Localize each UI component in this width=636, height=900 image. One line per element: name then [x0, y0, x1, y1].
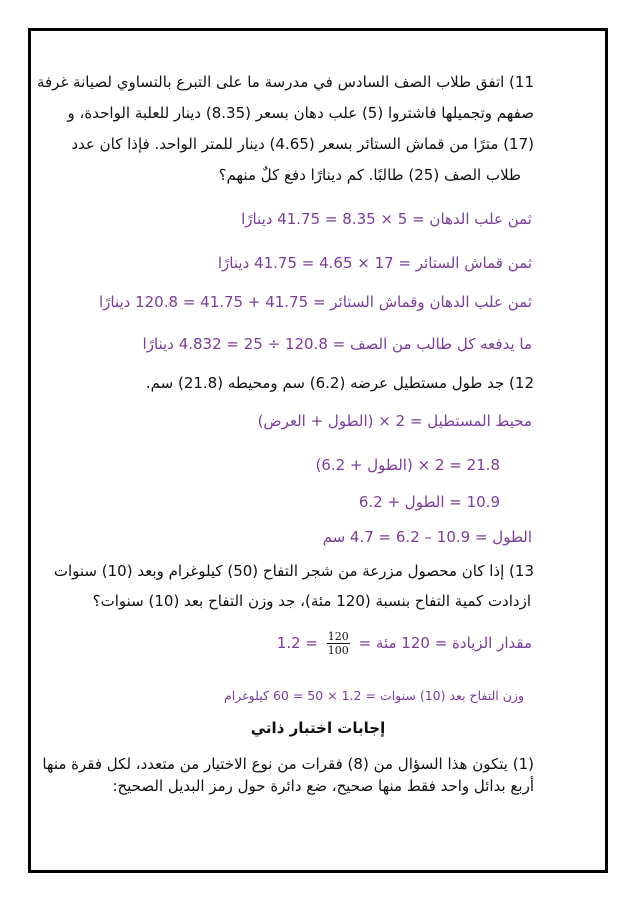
q13-increase-result: = 1.2 — [276, 634, 318, 652]
q11-solution-curtain-cost: ثمن قماش الستائر = 17 × 4.65 = 41.75 دينارًا — [217, 254, 532, 272]
q12-solution-half: 10.9 = الطول + 6.2 — [358, 493, 500, 511]
q13-increase-label: مقدار الزيادة = 120 مئة = — [358, 634, 532, 652]
q13-solution-increase — [277, 630, 532, 657]
self-test-title: إجابات اختبار ذاتي — [250, 719, 386, 737]
q13-line-2: ازدادت كمية التفاح بنسبة (120 مئة)، جد وزن التفاح بعد (10) سنوات؟ — [92, 592, 531, 610]
q11-line-2: صفهم وتجميلها فاشتروا (5) علب دهان بسعر (8.35) دينار للعلبة الواحدة، و — [67, 104, 534, 122]
q13-increase-fraction — [327, 630, 350, 657]
q11-line-4: طلاب الصف (25) طالبًا. كم دينارًا دفع كلٌ منهم؟ — [218, 166, 521, 184]
q12-solution-perimeter-formula: محيط المستطيل = 2 × (الطول + العرض) — [257, 412, 532, 430]
q11-solution-per-student: ما يدفعه كل طالب من الصف = 120.8 ÷ 25 = 4.832 دينارًا — [142, 335, 532, 353]
q11-solution-total-cost: ثمن علب الدهان وقماش الستائر = 41.75 + 41.75 = 120.8 دينارًا — [98, 293, 532, 311]
q11-line-3: (17) مترًا من قماش الستائر بسعر (4.65) دينار للمتر الواحد. فإذا كان عدد — [71, 135, 534, 153]
q12-solution-substitute: 21.8 = 2 × (الطول + 6.2) — [315, 456, 500, 474]
q11-solution-paint-cost: ثمن علب الدهان = 5 × 8.35 = 41.75 دينارًا — [241, 210, 532, 228]
q13-solution-final-weight: وزن التفاح بعد (10) سنوات = 1.2 × 50 = 60 كيلوغرام — [224, 688, 524, 703]
q11-line-1: 11) اتفق طلاب الصف السادس في مدرسة ما على التبرع بالتساوي لصيانة غرفة — [36, 73, 534, 91]
fraction-denominator: 100 — [327, 644, 349, 657]
self-test-line-2: أربع بدائل واحد فقط منها صحيح، ضع دائرة حول رمز البديل الصحيح: — [112, 777, 534, 795]
q12-line-1: 12) جد طول مستطيل عرضه (6.2) سم ومحيطه (21.8) سم. — [145, 374, 534, 392]
q12-solution-length: الطول = 10.9 – 6.2 = 4.7 سم — [322, 528, 532, 546]
self-test-line-1: (1) يتكون هذا السؤال من (8) فقرات من نوع الاختيار من متعدد، لكل فقرة منها — [42, 755, 534, 773]
page-border — [28, 28, 608, 873]
fraction-numerator: 120 — [327, 630, 349, 643]
q13-line-1: 13) إذا كان محصول مزرعة من شجر التفاح (50) كيلوغرام وبعد (10) سنوات — [53, 562, 534, 580]
